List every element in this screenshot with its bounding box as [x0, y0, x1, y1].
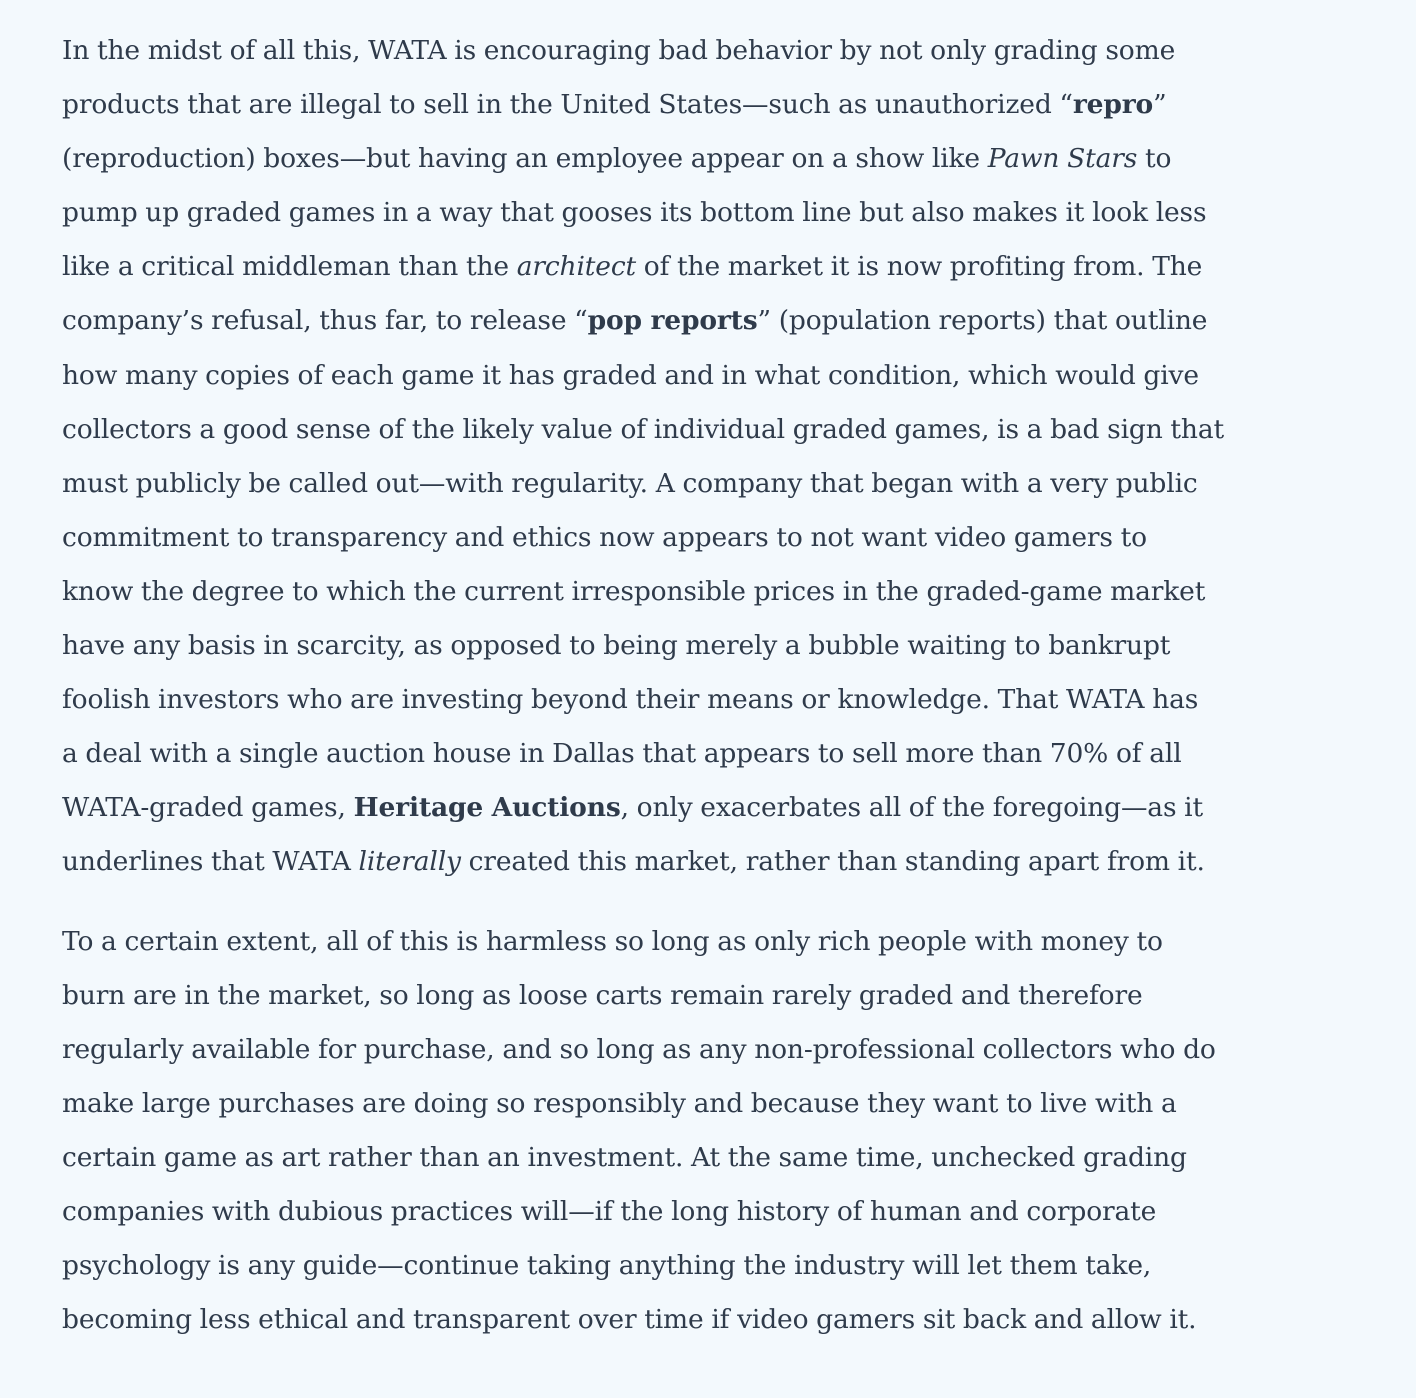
- link-repro[interactable]: repro: [1072, 89, 1154, 121]
- text-line: [62, 1185, 1376, 1239]
- text-run: how many copies of each game it has graded and in what condition, which would give: [62, 359, 1199, 391]
- text-run: like a critical middleman than the: [62, 251, 517, 283]
- text-run: foolish investors who are investing beyond their means or knowledge. That WATA has: [62, 684, 1199, 716]
- link-heritage-auctions[interactable]: Heritage Auctions: [353, 792, 621, 824]
- text-run: (reproduction) boxes—but having an employee appear on a show like: [62, 143, 988, 175]
- text-run: to: [1137, 143, 1172, 175]
- paragraph: [62, 24, 1376, 890]
- text-line: [62, 1077, 1376, 1131]
- text-line: [62, 1023, 1376, 1077]
- text-run: regularly available for purchase, and so long as any non-professional collectors who do: [62, 1033, 1216, 1065]
- text-run: To a certain extent, all of this is harmless so long as only rich people with money to: [62, 925, 1163, 957]
- text-line: [62, 969, 1376, 1023]
- text-line: [62, 78, 1376, 132]
- text-run: collectors a good sense of the likely value of individual graded games, is a bad sign that: [62, 413, 1224, 445]
- text-line: [62, 1239, 1376, 1293]
- text-run: know the degree to which the current irresponsible prices in the graded-game market: [62, 575, 1206, 607]
- text-run: make large purchases are doing so responsibly and because they want to live with a: [62, 1087, 1177, 1119]
- text-line: [62, 619, 1376, 673]
- text-run: a deal with a single auction house in Dallas that appears to sell more than 70% of all: [62, 738, 1182, 770]
- text-line: [62, 1293, 1376, 1347]
- text-run: of the market it is now profiting from. The: [636, 251, 1203, 283]
- text-run: have any basis in scarcity, as opposed to being merely a bubble waiting to bankrupt: [62, 630, 1171, 662]
- text-line: [62, 781, 1376, 835]
- text-run: psychology is any guide—continue taking anything the industry will let them take,: [62, 1250, 1152, 1282]
- text-line: [62, 186, 1376, 240]
- text-run: pump up graded games in a way that gooses its bottom line but also makes it look less: [62, 197, 1207, 229]
- text-run: certain game as art rather than an investment. At the same time, unchecked grading: [62, 1141, 1187, 1173]
- text-line: [62, 24, 1376, 78]
- text-run: company’s refusal, thus far, to release “: [62, 305, 588, 337]
- text-line: [62, 511, 1376, 565]
- text-run: created this market, rather than standing apart from it.: [460, 846, 1205, 878]
- text-run: ” (population reports) that outline: [757, 305, 1208, 337]
- text-run: burn are in the market, so long as loose carts remain rarely graded and therefore: [62, 979, 1143, 1011]
- text-line: [62, 294, 1376, 348]
- text-run: products that are illegal to sell in the United States—such as unauthorized “: [62, 89, 1073, 121]
- emphasis-text: architect: [516, 251, 637, 283]
- emphasis-text: literally: [358, 846, 461, 878]
- text-line: [62, 565, 1376, 619]
- text-run: underlines that WATA: [62, 846, 359, 878]
- text-line: [62, 349, 1376, 403]
- text-run: In the midst of all this, WATA is encouraging bad behavior by not only grading some: [62, 35, 1176, 66]
- text-line: [62, 835, 1376, 889]
- text-run: must publicly be called out—with regularity. A company that began with a very public: [62, 467, 1198, 499]
- link-pop-reports[interactable]: pop reports: [587, 305, 758, 337]
- text-run: becoming less ethical and transparent over time if video gamers sit back and allow it.: [62, 1304, 1197, 1336]
- text-run: companies with dubious practices will—if the long history of human and corporate: [62, 1195, 1157, 1227]
- text-line: [62, 1131, 1376, 1185]
- text-line: [62, 915, 1376, 969]
- text-line: [62, 457, 1376, 511]
- text-run: commitment to transparency and ethics now appears to not want video gamers to: [62, 521, 1147, 553]
- text-run: WATA-graded games,: [62, 792, 354, 824]
- text-run: , only exacerbates all of the foregoing—as it: [620, 792, 1203, 824]
- text-run: ”: [1153, 89, 1167, 121]
- text-line: [62, 240, 1376, 294]
- emphasis-text: Pawn Stars: [987, 143, 1138, 175]
- paragraph: [62, 915, 1376, 1348]
- text-line: [62, 132, 1376, 186]
- text-line: [62, 403, 1376, 457]
- text-line: [62, 673, 1376, 727]
- text-line: [62, 727, 1376, 781]
